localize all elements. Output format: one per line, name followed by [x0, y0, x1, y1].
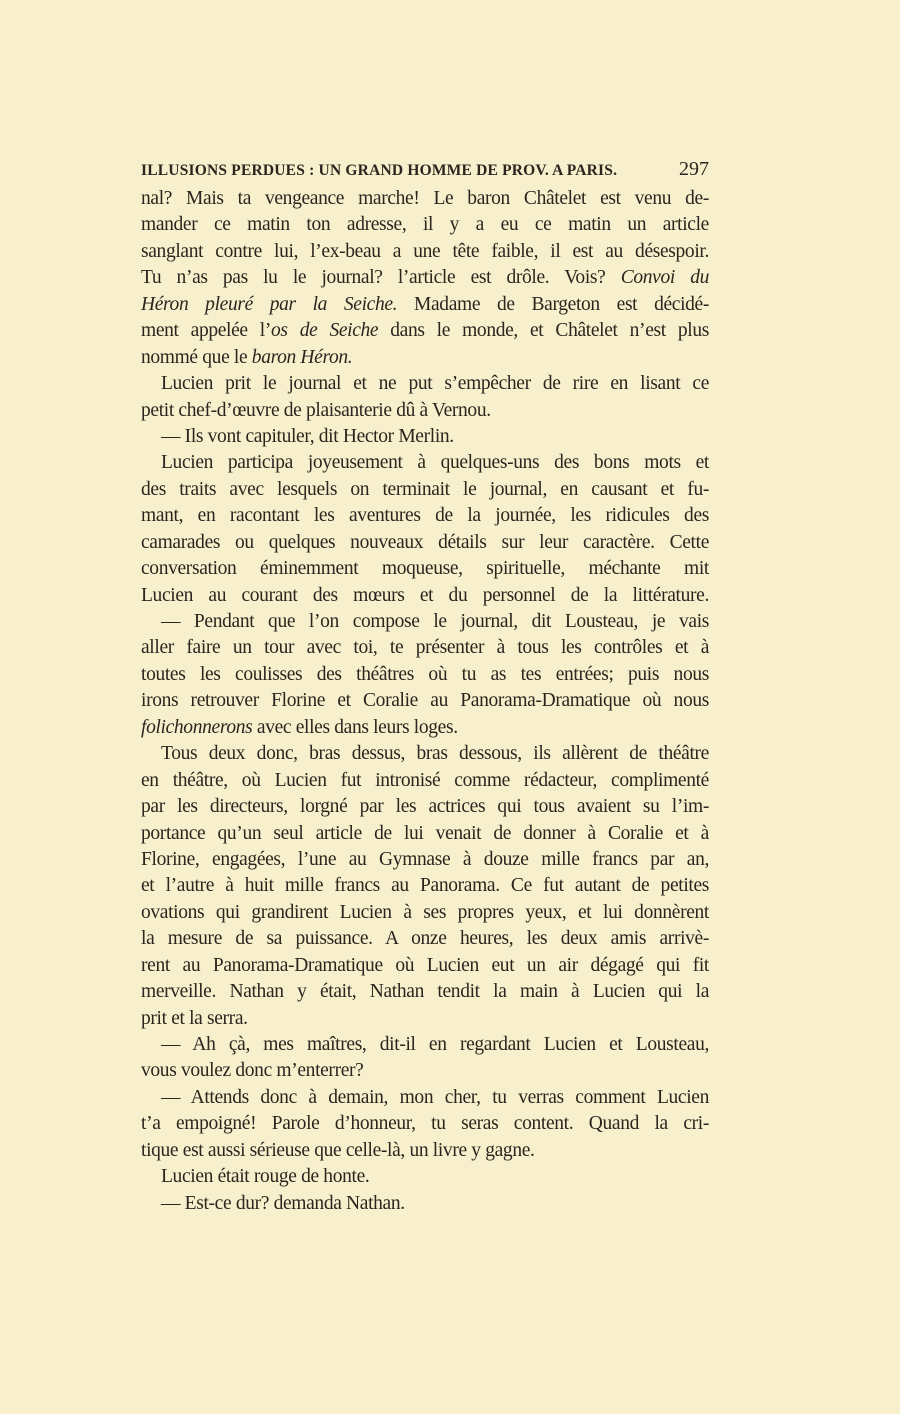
text-segment: — Ils vont capituler, dit Hector Merlin. [161, 425, 454, 447]
text-line [141, 212, 709, 238]
italic-text: folichonnerons [141, 716, 253, 738]
text-segment: rent au Panorama-Dramatique où Lucien eut un air dégagé qui fit [141, 954, 709, 976]
text-line [141, 398, 709, 424]
text-line [141, 1191, 709, 1217]
text-segment: irons retrouver Florine et Coralie au Panorama-Dramatique où nous [141, 690, 709, 712]
text-segment: avec elles dans leurs loges. [252, 716, 458, 738]
text-segment: des traits avec lesquels on terminait le journal, en causant et fu- [141, 478, 709, 500]
text-segment: — Pendant que l’on compose le journal, dit Lousteau, je vais [161, 611, 709, 632]
text-line [141, 1058, 709, 1084]
text-line [141, 768, 709, 794]
text-segment: t’a empoigné! Parole d’honneur, tu seras content. Quand la cri- [141, 1113, 709, 1135]
text-line [141, 741, 709, 767]
text-segment: conversation éminemment moqueuse, spirituelle, méchante mit [141, 558, 709, 580]
text-segment: la mesure de sa puissance. A onze heures, les deux amis arrivè- [141, 928, 709, 950]
text-segment: toutes les coulisses des théâtres où tu as tes entrées; puis nous [141, 663, 709, 685]
text-segment: sanglant contre lui, l’ex-beau a une tête faible, il est au désespoir. [141, 240, 709, 262]
text-segment: Lucien participa joyeusement à quelques-uns des bons mots et [161, 452, 709, 474]
text-segment: Florine, engagées, l’une au Gymnase à douze mille francs par an, [141, 848, 709, 870]
text-line [141, 1164, 709, 1190]
text-segment: portance qu’un seul article de lui venait de donner à Coralie et à [141, 822, 709, 844]
text-line [141, 186, 709, 212]
text-line [141, 1111, 709, 1137]
text-line [141, 847, 709, 873]
text-segment: — Est-ce dur? demanda Nathan. [161, 1192, 405, 1214]
text-segment: vous voulez donc m’enterrer? [141, 1060, 364, 1082]
text-line [141, 609, 709, 635]
text-segment: ovations qui grandirent Lucien à ses propres yeux, et lui donnèrent [141, 901, 709, 923]
text-segment: mant, en racontant les aventures de la journée, les ridicules des [141, 505, 709, 527]
text-line [141, 1085, 709, 1111]
text-line [141, 265, 709, 291]
text-line [141, 503, 709, 529]
text-segment: merveille. Nathan y était, Nathan tendit la main à Lucien qui la [141, 981, 709, 1003]
running-header [141, 158, 709, 184]
text-segment: Madame de Bargeton est décidé- [397, 293, 709, 315]
text-segment: par les directeurs, lorgné par les actrices qui tous avaient su l’im- [141, 796, 709, 818]
text-line [141, 821, 709, 847]
text-line [141, 688, 709, 714]
text-segment: Lucien au courant des mœurs et du personnel de la littérature. [141, 584, 709, 606]
italic-text: Convoi du [620, 267, 709, 289]
text-segment: tique est aussi sérieuse que celle-là, un livre y gagne. [141, 1139, 535, 1161]
text-line [141, 635, 709, 661]
text-line [141, 662, 709, 688]
text-line [141, 979, 709, 1005]
text-segment: en théâtre, où Lucien fut intronisé comme rédacteur, complimenté [141, 769, 709, 791]
text-line [141, 873, 709, 899]
text-segment: et l’autre à huit mille francs au Panorama. Ce fut autant de petites [141, 875, 709, 897]
text-segment: petit chef-d’œuvre de plaisanterie dû à Vernou. [141, 399, 491, 421]
text-line [141, 1032, 709, 1058]
text-segment: Tu n’as pas lu le journal? l’article est drôle. Vois? [141, 267, 621, 289]
text-line [141, 424, 709, 450]
text-line [141, 715, 709, 741]
text-line [141, 292, 709, 318]
text-line [141, 318, 709, 344]
page-number: 297 [679, 158, 709, 180]
text-segment: — Attends donc à demain, mon cher, tu verras comment Lucien [161, 1086, 709, 1108]
text-line [141, 239, 709, 265]
body-text [141, 186, 709, 1217]
text-segment: prit et la serra. [141, 1007, 248, 1029]
text-line [141, 953, 709, 979]
text-line [141, 926, 709, 952]
text-line [141, 556, 709, 582]
italic-text: baron Héron. [251, 346, 353, 368]
italic-text: os de Seiche [271, 320, 379, 342]
text-segment: Tous deux donc, bras dessus, bras dessous, ils allèrent de théâtre [161, 743, 709, 765]
text-line [141, 794, 709, 820]
text-line [141, 477, 709, 503]
text-line [141, 583, 709, 609]
text-segment: nal? Mais ta vengeance marche! Le baron Châtelet est venu de- [141, 188, 709, 209]
text-line [141, 530, 709, 556]
italic-text: Héron pleuré par la Seiche. [141, 293, 398, 315]
text-line [141, 900, 709, 926]
text-line [141, 1138, 709, 1164]
text-line [141, 371, 709, 397]
text-segment: camarades ou quelques nouveaux détails sur leur caractère. Cette [141, 531, 709, 553]
text-line [141, 1006, 709, 1032]
text-segment: Lucien était rouge de honte. [161, 1166, 370, 1188]
text-line [141, 345, 709, 371]
text-segment: ment appelée l’ [141, 320, 271, 342]
text-line [141, 450, 709, 476]
text-segment: — Ah çà, mes maîtres, dit-il en regardant Lucien et Lousteau, [161, 1034, 709, 1055]
text-segment: Lucien prit le journal et ne put s’empêcher de rire en lisant ce [161, 373, 709, 395]
text-segment: mander ce matin ton adresse, il y a eu ce matin un article [141, 214, 709, 236]
running-title: ILLUSIONS PERDUES : UN GRAND HOMME DE PROV. A PARIS. [141, 162, 618, 179]
text-segment: dans le monde, et Châtelet n’est plus [378, 320, 709, 342]
text-segment: nommé que le [141, 346, 252, 368]
text-segment: aller faire un tour avec toi, te présenter à tous les contrôles et à [141, 637, 709, 659]
